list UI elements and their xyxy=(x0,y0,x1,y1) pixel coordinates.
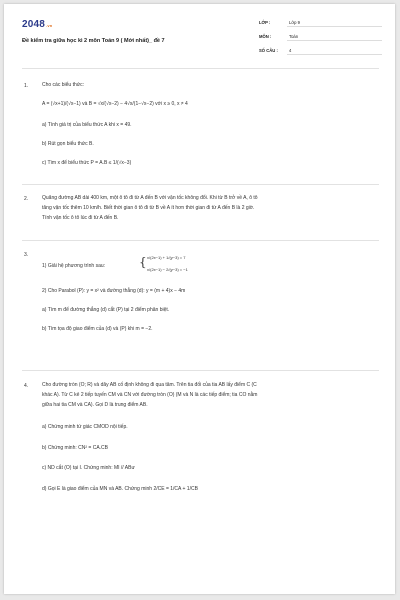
question-1-line: A = (√x+1)/(√x−1) và B = √x/(√x−2) − 4√x/(1−√x−2) với x ≥ 0, x ≠ 4 xyxy=(42,101,188,107)
meta-subject-value: Toán xyxy=(289,34,299,39)
question-3-line: 1) Giải hệ phương trình sau: xyxy=(42,263,106,269)
question-4-number: 4. xyxy=(24,383,29,389)
question-4-line: khác A). Từ C kẻ 2 tiếp tuyến CM và CN với đường tròn (O) (M và N là các tiếp điểm; tia CO nằm xyxy=(42,392,258,398)
question-3-number: 3. xyxy=(24,252,29,258)
meta-class-label: LỚP : xyxy=(259,20,271,25)
question-1-line: Cho các biểu thức: xyxy=(42,82,84,88)
question-4-line: Cho đường tròn (O; R) và dây AB cố định không đi qua tâm. Trên tia đối của tia AB lấy điểm C (C xyxy=(42,382,257,388)
logo-suffix: .vn xyxy=(46,23,53,28)
exam-page xyxy=(4,4,395,594)
meta-class-value: Lớp 9 xyxy=(289,20,300,25)
question-3-line: b) Tìm tọa độ giao điểm của (d) và (P) khi m = −2. xyxy=(42,326,153,332)
question-1-line: a) Tính giá trị của biểu thức A khi x = 49. xyxy=(42,122,132,128)
question-4-line: giữa hai tia CM và CA). Gọi D là trung điểm AB. xyxy=(42,402,148,408)
question-4-line: a) Chứng minh tứ giác CMOD nội tiếp. xyxy=(42,424,128,430)
question-divider xyxy=(22,240,379,241)
question-divider xyxy=(22,370,379,371)
meta-subject-label: MÔN : xyxy=(259,34,272,39)
meta-count-label: SỐ CÂU : xyxy=(259,48,278,53)
system-equation: x/(2x−1) + 1/(y−3) = 7 xyxy=(147,255,186,260)
question-divider xyxy=(22,184,379,185)
logo-text: 2048 xyxy=(22,19,46,30)
question-2-number: 2. xyxy=(24,196,29,202)
question-2-line: tăng vận tốc thêm 10 km/h. Biết thời gian ô tô đi từ B về A ít hơn thời gian đi từ A đến B là 2 giờ. xyxy=(42,205,255,211)
site-logo[interactable] xyxy=(22,19,52,30)
question-4-line: d) Gọi E là giao điểm của MN và AB. Chứng minh 2/CE = 1/CA + 1/CB xyxy=(42,486,198,492)
meta-count-value: 4 xyxy=(289,48,292,53)
question-2-line: Tính vận tốc ô tô lúc đi từ A đến B. xyxy=(42,215,119,221)
question-1-line: b) Rút gọn biểu thức B. xyxy=(42,141,94,147)
exam-title: Đề kiểm tra giữa học kì 2 môn Toán 9 ( Mới nhất)_ đề 7 xyxy=(22,38,165,44)
question-3-line: a) Tìm m để đường thẳng (d) cắt (P) tại 2 điểm phân biệt. xyxy=(42,307,170,313)
question-1-number: 1. xyxy=(24,83,29,89)
question-4-line: c) ND cắt (O) tại I. Chứng minh: MI // ABư xyxy=(42,465,135,471)
header-divider xyxy=(22,68,379,69)
question-3-line: 2) Cho Parabol (P): y = x² và đường thẳng (d): y = (m + 4)x − 4m xyxy=(42,288,186,294)
question-1-line: c) Tìm x để biểu thức P = A.B ≤ 1/(√x−3) xyxy=(42,160,132,166)
system-brace: { xyxy=(139,255,147,269)
question-2-line: Quãng đường AB dài 400 km, một ô tô đi từ A đến B với vận tốc không đổi. Khi từ B trở về A, ô tô xyxy=(42,195,258,201)
question-4-line: b) Chứng minh: CN² = CA.CB xyxy=(42,445,109,451)
system-equation: x/(2x−1) − 2/(y−3) = −1 xyxy=(147,267,188,272)
